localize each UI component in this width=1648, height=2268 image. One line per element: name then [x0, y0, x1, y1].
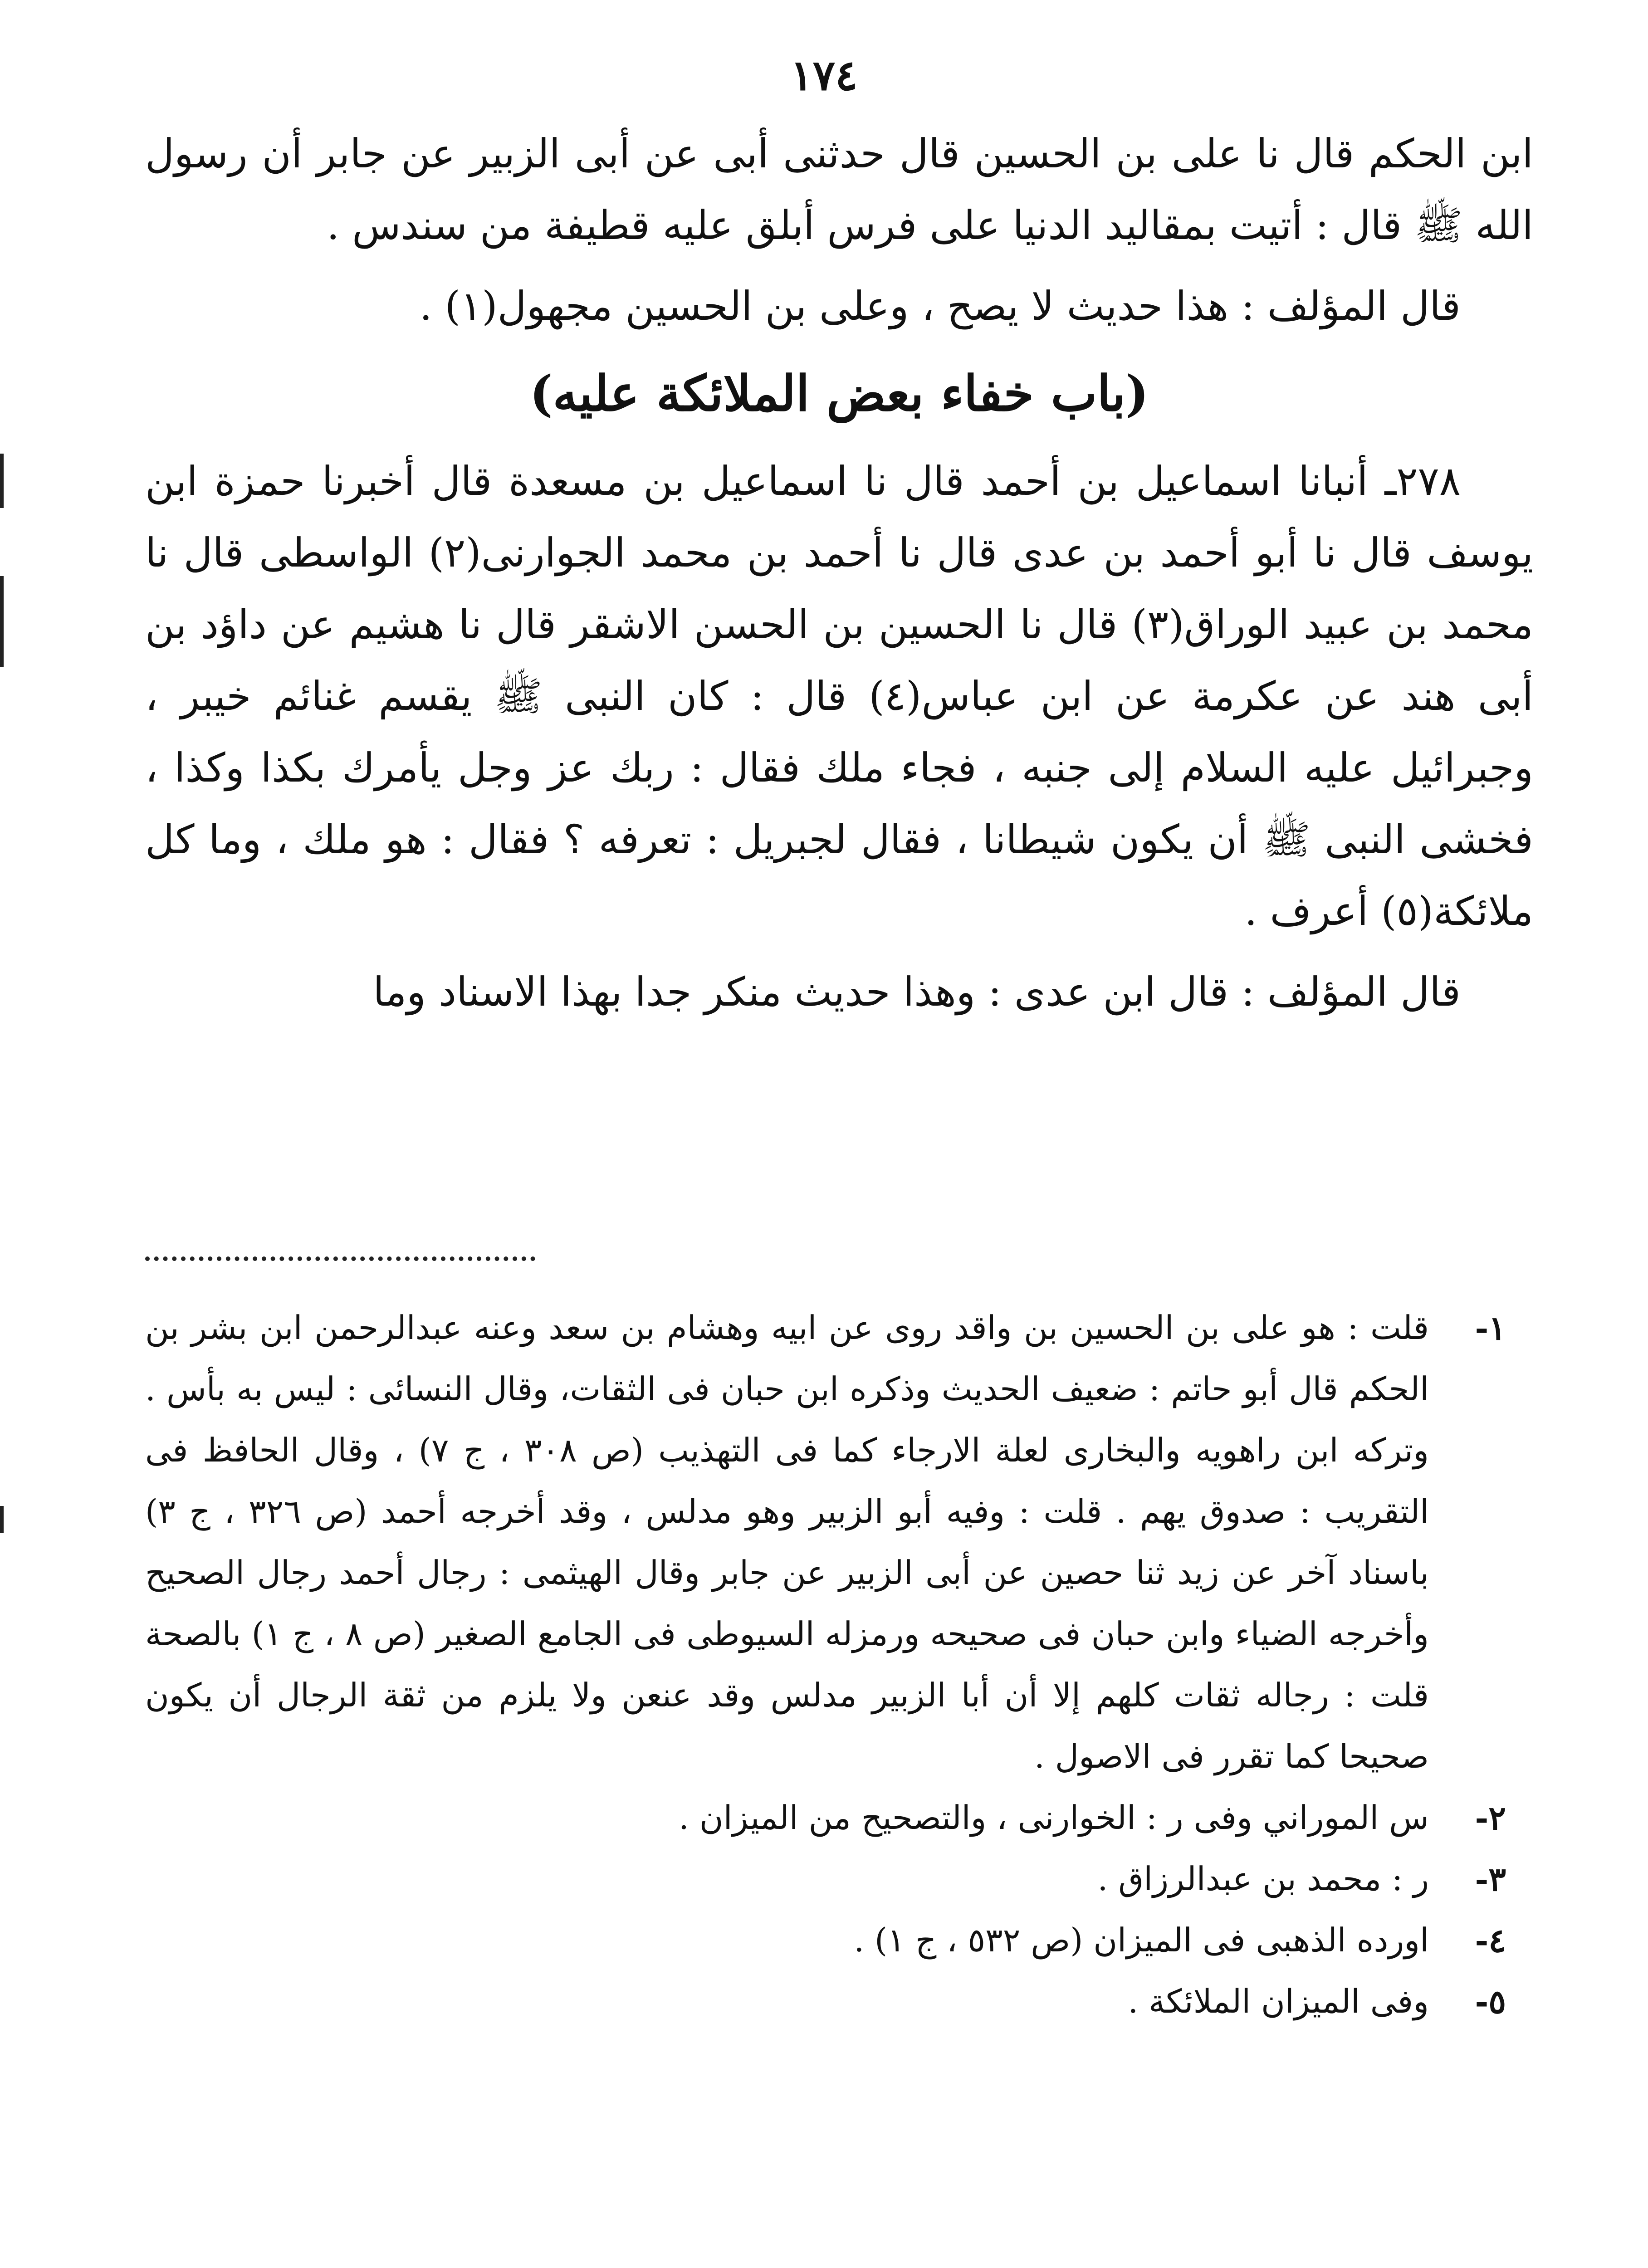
footnote: [145, 1297, 1506, 1787]
footnotes: [145, 1297, 1506, 2032]
footnote: [145, 1910, 1506, 1971]
footnote: [145, 1971, 1506, 2032]
scan-edge-mark: [0, 1506, 4, 1533]
main-text: [145, 118, 1533, 1028]
chapter-heading: (باب خفاء بعض الملائكة عليه): [529, 365, 1149, 422]
hadith-paragraph: ٢٧٨ـ أنبانا اسماعيل بن أحمد قال نا اسماعيل بن مسعدة قال أخبرنا حمزة ابن يوسف قال نا أبو أحمد بن عدى قال نا أحمد بن محمد الجوارنى(٢) الواسطى قال نا محمد بن عبيد الوراق(٣) قال نا الحسين بن الحسن الاشقر قال نا هشيم عن داؤد بن أبى هند عن عكرمة عن ابن عباس(٤) قال : كان النبى ﷺ يقسم غنائم خيبر ، وجبرائيل عليه السلام إلى جنبه ، فجاء ملك فقال : ربك عز وجل يأمرك بكذا وكذا ، فخشى النبى ﷺ أن يكون شيطانا ، فقال لجبريل : تعرفه ؟ فقال : هو ملك ، وما كل ملائكة(٥) أعرف .: [145, 458, 1534, 934]
footnote: [145, 1848, 1506, 1910]
footnote-text: قلت : هو على بن الحسين بن واقد روى عن ابيه وهشام بن سعد وعنه عبدالرحمن ابن بشر بن الحكم قال أبو حاتم : ضعيف الحديث وذكره ابن حبان فى الثقات، وقال النسائى : ليس به بأس . وتركه ابن راهويه والبخارى لعلة الارجاء كما فى التهذيب (ص ٣٠٨ ، ج ٧) ، وقال الحافظ فى التقريب : صدوق يهم . قلت : وفيه أبو الزبير وهو مدلس ، وقد أخرجه أحمد (ص ٣٢٦ ، ج ٣) باسناد آخر عن زيد ثنا حصين عن أبى الزبير عن جابر وقال الهيثمى : رجال أحمد رجال الصحيح وأخرجه الضياء وابن حبان فى صحيحه ورمزله السيوطى فى الجامع الصغير (ص ٨ ، ج ١) بالصحة قلت : رجاله ثقات كلهم إلا أن أبا الزبير مدلس وقد عنعن ولا يلزم من ثقة الرجال أن يكون صحيحا كما تقرر فى الاصول .: [145, 1309, 1429, 1775]
footnote-text: اورده الذهبى فى الميزان (ص ٥٣٢ ، ج ١) .: [854, 1921, 1429, 1959]
footnote-number: ١-: [1475, 1309, 1506, 1347]
footnote-number: ٣-: [1475, 1860, 1506, 1898]
footnote-number: ٥-: [1475, 1982, 1506, 2021]
dotted-rule: [145, 1243, 535, 1261]
footnote-text: ر : محمد بن عبدالرزاق .: [1097, 1860, 1429, 1898]
page-number: ١٧٤: [790, 51, 858, 100]
author-note: قال المؤلف : قال ابن عدى : وهذا حديث منكر جدا بهذا الاسناد وما: [373, 968, 1461, 1015]
footnote-separator: [145, 1243, 1533, 1270]
intro-paragraph: ابن الحكم قال نا على بن الحسين قال حدثنى أبى عن أبى الزبير عن جابر أن رسول الله ﷺ قال : أتيت بمقاليد الدنيا على فرس أبلق عليه قطيفة من سندس .: [145, 130, 1533, 249]
footnote-number: ٤-: [1475, 1921, 1506, 1960]
footnote-text: س الموراني وفى ر : الخوارنى ، والتصحيح من الميزان .: [679, 1799, 1429, 1837]
footnote: [145, 1787, 1506, 1848]
scan-edge-mark: [0, 576, 4, 667]
footnote-number: ٢-: [1475, 1799, 1506, 1837]
scan-edge-mark: [0, 454, 4, 508]
author-note: قال المؤلف : هذا حديث لا يصح ، وعلى بن الحسين مجهول(١) .: [419, 283, 1461, 329]
footnote-text: وفى الميزان الملائكة .: [1128, 1982, 1429, 2020]
